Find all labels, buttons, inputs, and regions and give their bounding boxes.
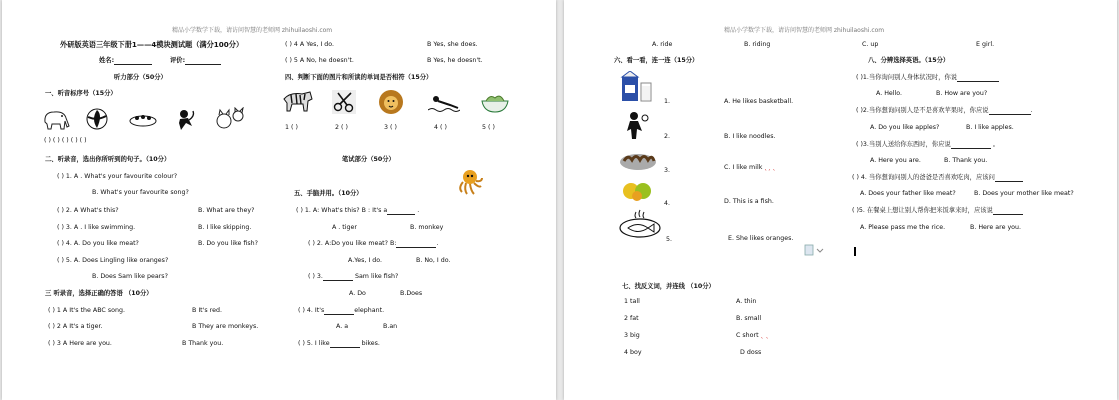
s5-q4: ( ) 4. It's elephant. <box>298 307 385 314</box>
s2-q5-a: ( ) 5. A. Does Lingling like oranges? <box>57 257 169 264</box>
s8-q3-a: A. Here you are. <box>870 157 921 164</box>
s3-q1-b: B It's red. <box>192 307 222 314</box>
s6-n4: 4. <box>664 200 671 207</box>
name-label: 姓名: <box>99 57 152 65</box>
s8-q3: ( )3.当别人送给你东西时，你应说 。 <box>856 141 1000 148</box>
s8-q2: ( )2.当你想询问别人是不是喜欢苹果时，你应说 . <box>856 107 1033 114</box>
s5-q1: ( ) 1. A: What's this? B : It's a . <box>296 207 420 214</box>
tiger-icon <box>282 89 314 115</box>
s8-q1: ( )1.当你询问别人身体状况时，你说 <box>856 74 999 82</box>
written-part-title: 笔试部分（50分） <box>342 156 395 163</box>
section5-title: 五、手脑并用。（10分） <box>294 190 363 197</box>
s8-q2-a: A. Do you like apples? <box>870 124 940 131</box>
s8-q3-b: B. Thank you. <box>944 157 988 164</box>
scissors-icon <box>332 90 356 114</box>
page-title: 外研版英语三年级下册1——4模块测试题（满分100分） <box>60 40 244 49</box>
s6-n3: 3. <box>664 167 671 174</box>
document-page-1 <box>2 0 556 400</box>
s7-l3: 3 big <box>624 332 640 339</box>
s6-n5: 5. <box>666 236 673 243</box>
s2-q2-a: ( ) 2. A What's this? <box>57 207 119 214</box>
s7-r3: C short ˎ ˎ <box>736 332 769 339</box>
s5-q5: ( ) 5. I like bikes. <box>298 340 380 347</box>
s7-r1: A. thin <box>736 298 757 305</box>
s4-b5: 5 ( ) <box>482 124 495 131</box>
score-label: 评价: <box>170 57 221 65</box>
s3-q4-a: ( ) 4 A Yes, I do. <box>285 41 335 48</box>
section1-title: 一、听音标序号（15分） <box>45 90 117 97</box>
s7-l2: 2 fat <box>624 315 639 322</box>
section2-title: 二、听录音，选出你所听到的句子。（10分） <box>45 156 171 163</box>
paste-options-icon[interactable] <box>804 244 824 256</box>
page-header: 精品小学数学下载，请访问智慧的老师网 zhihuilaoshi.com <box>724 27 885 34</box>
s5-q3: ( ) 3. Sam like fish? <box>308 273 399 280</box>
s3-q3-b: B Thank you. <box>182 340 224 347</box>
s4-b1: 1 ( ) <box>285 124 298 131</box>
s6-d: D. This is a fish. <box>724 198 774 205</box>
option-riding: B. riding <box>744 41 771 48</box>
octopus-icon <box>454 168 484 196</box>
lion-icon <box>378 89 404 115</box>
s2-q1-b: B. What's your favourite song? <box>92 189 189 196</box>
s3-q3-a: ( ) 3 A Here are you. <box>48 340 112 347</box>
section4-title: 四、判断下面的图片和所读的单词是否相符（15分） <box>285 74 433 81</box>
s8-q1-b: B. How are you? <box>936 90 988 97</box>
milk-icon <box>620 71 654 103</box>
s2-q3-b: B. I like skipping. <box>198 224 252 231</box>
s8-q4-b: B. Does your mother like meat? <box>974 190 1074 197</box>
section8-title: 八、分辨选择英语。（15分） <box>868 57 950 64</box>
s6-n1: 1. <box>664 98 671 105</box>
s5-q2-b: B. No, I do. <box>416 257 451 264</box>
s3-q5-a: ( ) 5 A No, he doesn't. <box>285 57 354 64</box>
s5-q1-b: B. monkey <box>410 224 444 231</box>
section6-title: 六、看一看，连一连（15分） <box>614 57 699 64</box>
elephant-icon <box>42 108 72 132</box>
fish-plate-icon <box>618 208 662 240</box>
s5-q3-b: B.Does <box>400 290 423 297</box>
food-plate-icon <box>128 110 158 128</box>
s6-b: B. I like noodles. <box>724 133 776 140</box>
section3-title: 三 听录音，选择正确的答语 （10分） <box>45 290 153 297</box>
s7-r4: D doss <box>740 349 762 356</box>
s8-q1-a: A. Hello. <box>876 90 903 97</box>
s8-q5: ( )5. 在餐桌上想让别人帮你把米饭拿来时，应该说 <box>852 207 1023 215</box>
section1-brackets: ( ) ( ) ( ) ( ) ( ) <box>44 137 87 144</box>
swimmer-icon <box>428 92 460 114</box>
s8-q5-a: A. Please pass me the rice. <box>860 224 946 231</box>
s2-q1-a: ( ) 1. A . What's your favourite colour? <box>57 173 178 180</box>
s8-q4: ( ) 4. 当你想询问别人的爸爸是否喜欢吃肉，应该问 <box>852 174 1023 182</box>
s7-r2: B. small <box>736 315 762 322</box>
option-up: C. up <box>862 41 879 48</box>
s3-q2-b: B They are monkeys. <box>192 323 259 330</box>
s6-n2: 2. <box>664 133 671 140</box>
noodle-bowl-icon <box>480 92 510 114</box>
s6-a: A. He likes basketball. <box>724 98 794 105</box>
s3-q5-b: B Yes, he doesn't. <box>427 57 483 64</box>
s7-l1: 1 tall <box>624 298 640 305</box>
oranges-icon <box>622 180 652 202</box>
s2-q4-a: ( ) 4. A. Do you like meat? <box>57 240 139 247</box>
basketball-player-icon <box>622 111 652 141</box>
section7-title: 七、找反义词，并连线 （10分） <box>622 283 715 290</box>
cats-icon <box>214 107 248 131</box>
s8-q2-b: B. I like apples. <box>966 124 1014 131</box>
s2-q5-b: B. Does Sam like pears? <box>92 273 168 280</box>
s5-q3-a: A. Do <box>349 290 366 297</box>
ball-icon <box>86 107 108 131</box>
s5-q2: ( ) 2. A:Do you like meat? B: . <box>308 240 439 247</box>
document-page-2 <box>564 0 1117 400</box>
text-cursor[interactable] <box>854 247 856 256</box>
noodles-icon <box>618 148 658 172</box>
s5-q1-a: A . tiger <box>332 224 357 231</box>
s3-q4-b: B Yes, she does. <box>427 41 478 48</box>
listening-title: 听力部分（50分） <box>114 74 167 81</box>
s4-b3: 3 ( ) <box>384 124 397 131</box>
s4-b2: 2 ( ) <box>335 124 348 131</box>
s3-q2-a: ( ) 2 A It's a tiger. <box>48 323 103 330</box>
s2-q3-a: ( ) 3. A . I like swimming. <box>57 224 136 231</box>
s5-q4-b: B.an <box>383 323 398 330</box>
s3-q1-a: ( ) 1 A It's the ABC song. <box>48 307 125 314</box>
s5-q4-a: A. a <box>336 323 349 330</box>
s6-c: C. I like milk ˎˏ ˎ <box>724 164 776 171</box>
s5-q2-a: A.Yes, I do. <box>348 257 382 264</box>
s8-q5-b: B. Here are you. <box>970 224 1022 231</box>
option-ride: A. ride <box>652 41 673 48</box>
option-girl: E girl. <box>976 41 995 48</box>
s8-q4-a: A. Does your father like meat? <box>860 190 956 197</box>
s2-q2-b: B. What are they? <box>198 207 255 214</box>
s6-e: E. She likes oranges. <box>728 235 794 242</box>
monkey-icon <box>174 108 196 132</box>
s4-b4: 4 ( ) <box>434 124 447 131</box>
s7-l4: 4 boy <box>624 349 642 356</box>
s2-q4-b: B. Do you like fish? <box>198 240 258 247</box>
page-header: 精品小学数学下载，请访问智慧的老师网 zhihuilaoshi.com <box>172 27 333 34</box>
